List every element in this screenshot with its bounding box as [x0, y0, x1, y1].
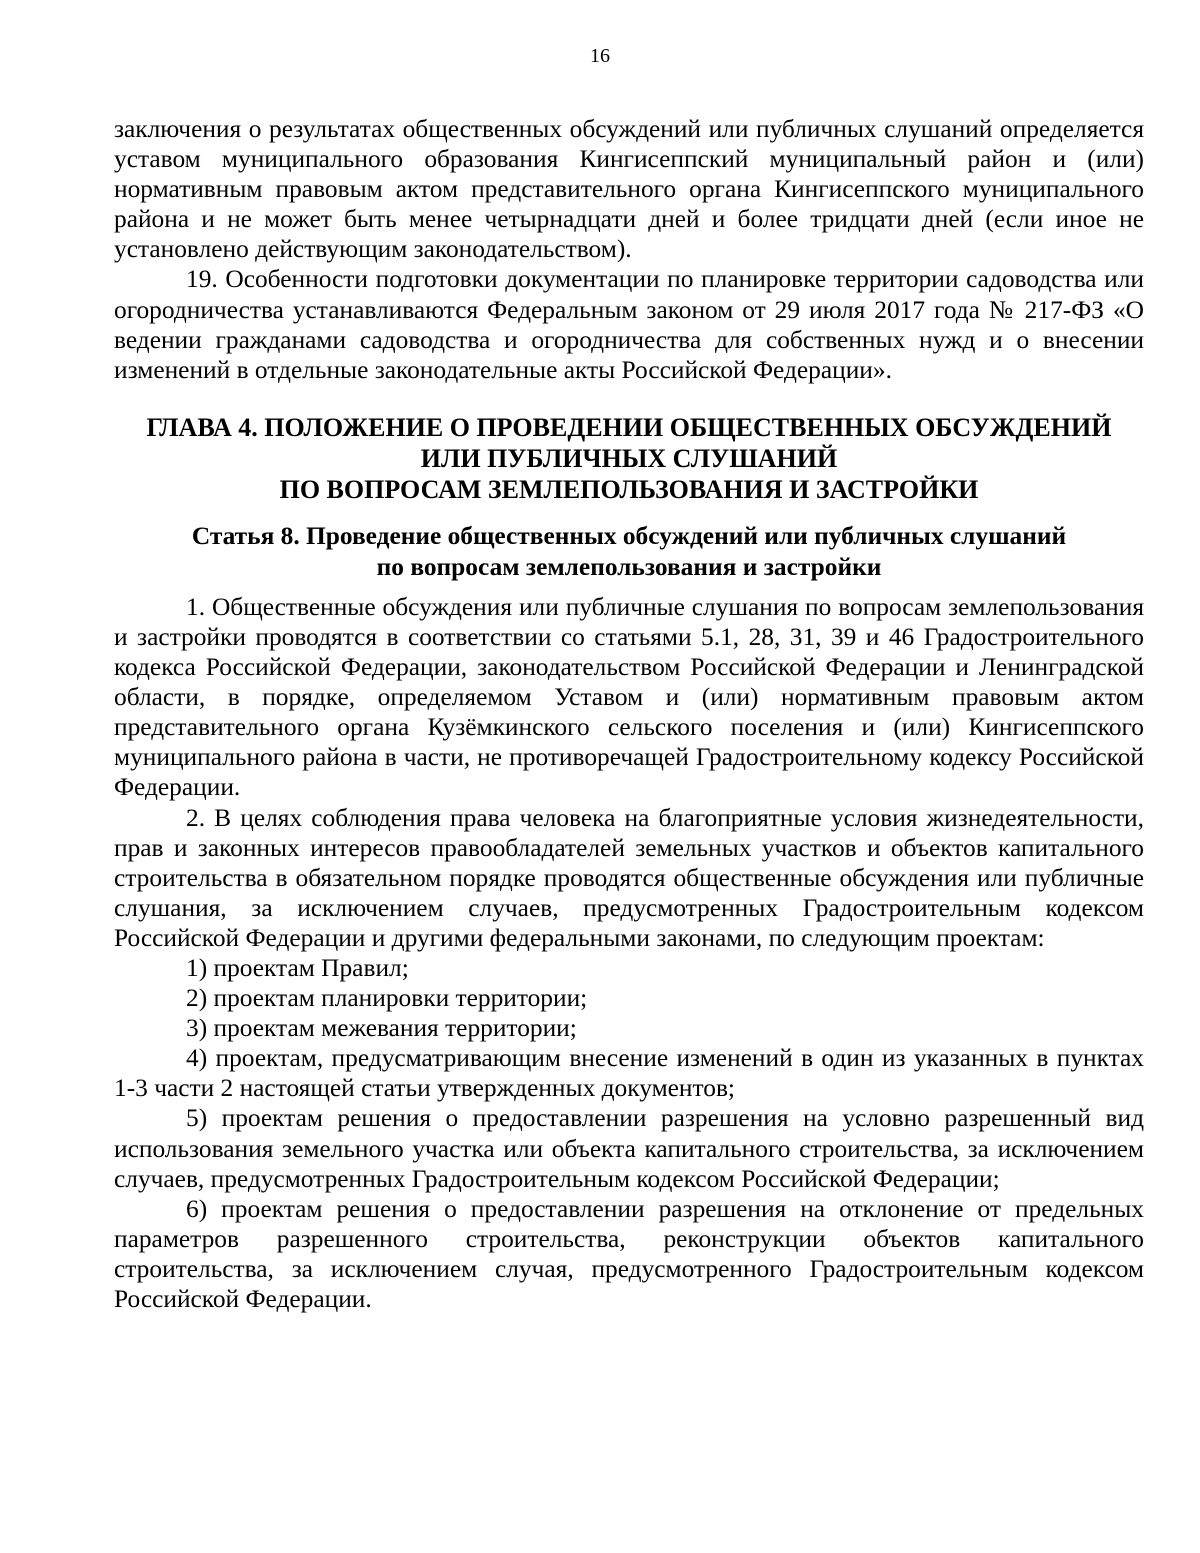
- paragraph-item-19: 19. Особенности подготовки документации по планировке территории садоводства или огородничества устанавливаются Федеральным законом от 29 июля 2017 года № 217-ФЗ «О ведении гражданами садоводства и огородничества для собственных нужд и о внесении изменений в отдельные законодательные акты Российской Федерации».: [114, 265, 1144, 384]
- article-heading-line-2: по вопросам землепользования и застройки: [376, 552, 882, 581]
- chapter-heading-line-3: ПО ВОПРОСАМ ЗЕМЛЕПОЛЬЗОВАНИЯ И ЗАСТРОЙКИ: [279, 474, 979, 504]
- page-number: 16: [590, 45, 610, 67]
- article-paragraph-1: 1. Общественные обсуждения или публичные слушания по вопросам землепользования и застройки проводятся в соответствии со статьями 5.1, 28, 31, 39 и 46 Градостроительного кодекса Российской Федерации, законодательством Российской Федерации и Ленинградской области, в порядке, определяемом Уставом и (или) нормативным правовым актом представительного органа Кузёмкинского сельского поселения и (или) Кингисеппского муниципального района в части, не противоречащей Градостроительному кодексу Российской Федерации.: [114, 592, 1144, 802]
- list-item: 3) проектам межевания территории;: [186, 1014, 577, 1043]
- list-item: 4) проектам, предусматривающим внесение изменений в один из указанных в пунктах 1-3 части 2 настоящей статьи утвержденных документов;: [114, 1044, 1144, 1103]
- document-body: [114, 114, 1144, 1314]
- list-item: 5) проектам решения о предоставлении разрешения на условно разрешенный вид использования земельного участка или объекта капитального строительства, за исключением случаев, предусмотренных Градостроительным кодексом Российской Федерации;: [114, 1104, 1144, 1193]
- paragraph-continuation: заключения о результатах общественных обсуждений или публичных слушаний определяется уставом муниципального образования Кингисеппский муниципальный район и (или) нормативным правовым актом представительного органа Кингисеппского муниципального района и не может быть менее четырнадцати дней и более тридцати дней (если иное не установлено действующим законодательством).: [114, 115, 1144, 264]
- chapter-heading-line-2: ИЛИ ПУБЛИЧНЫХ СЛУШАНИЙ: [420, 443, 838, 473]
- article-heading: [114, 521, 1144, 583]
- article-heading-line-1: Статья 8. Проведение общественных обсуждений или публичных слушаний: [191, 521, 1067, 550]
- list-item: 6) проектам решения о предоставлении разрешения на отклонение от предельных параметров разрешенного строительства, реконструкции объектов капитального строительства, за исключением случая, предусмотренного Градостроительным кодексом Российской Федерации.: [114, 1194, 1144, 1313]
- list-item: 1) проектам Правил;: [186, 953, 409, 982]
- list-item: 2) проектам планировки территории;: [186, 984, 588, 1013]
- article-paragraph-2: 2. В целях соблюдения права человека на благоприятные условия жизнедеятельности, прав и законных интересов правообладателей земельных участков и объектов капитального строительства в обязательном порядке проводятся общественные обсуждения или публичные слушания, за исключением случаев, предусмотренных Градостроительным кодексом Российской Федерации и другими федеральными законами, по следующим проектам:: [114, 803, 1144, 952]
- chapter-heading: [114, 412, 1144, 505]
- chapter-heading-line-1: ГЛАВА 4. ПОЛОЖЕНИЕ О ПРОВЕДЕНИИ ОБЩЕСТВЕННЫХ ОБСУЖДЕНИЙ: [146, 412, 1112, 442]
